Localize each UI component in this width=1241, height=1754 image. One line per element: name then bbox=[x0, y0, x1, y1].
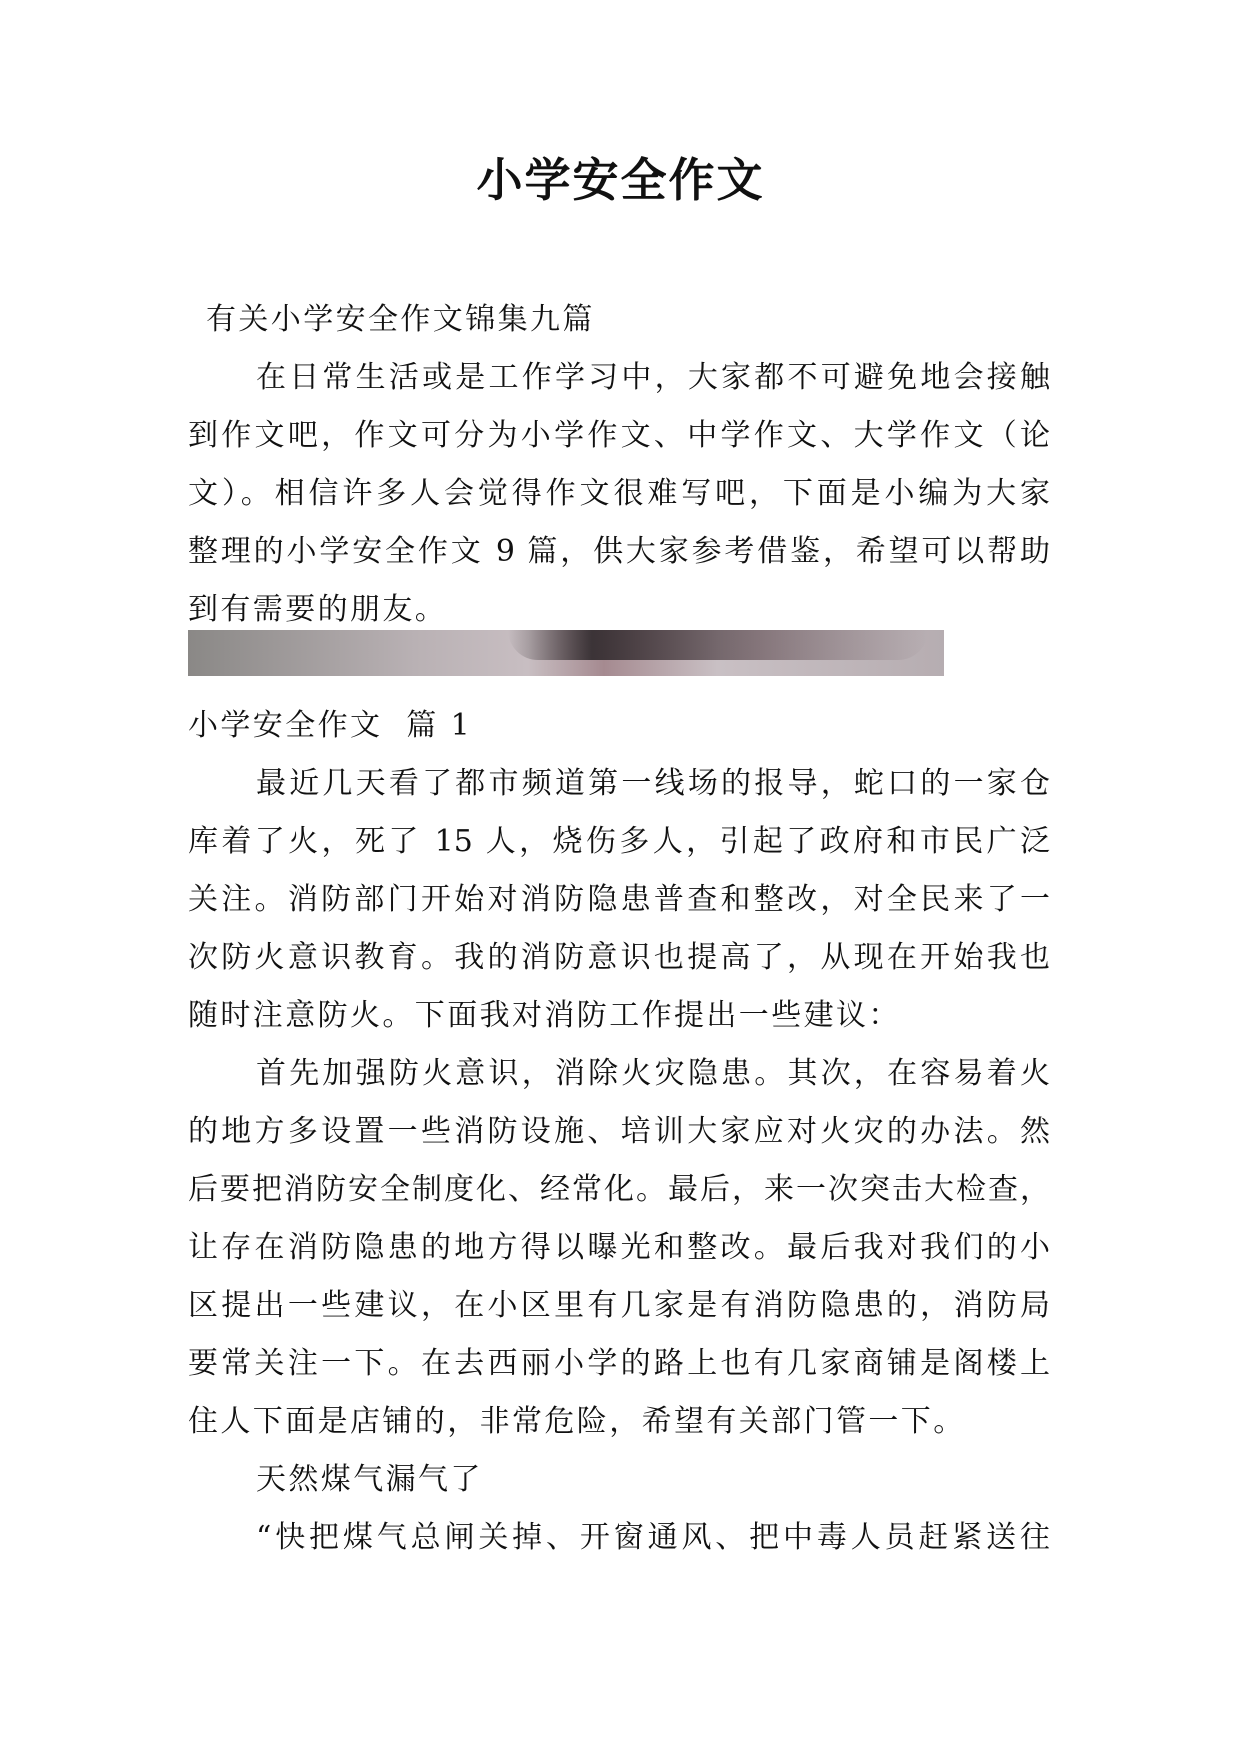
section-heading: 小学安全作文 篇 1 bbox=[188, 708, 473, 743]
paragraph-line: “快把煤气总闸关掉、开窗通风、把中毒人员赶紧送往 bbox=[256, 1520, 1050, 1555]
paragraph-line: 最近几天看了都市频道第一线场的报导，蛇口的一家仓 bbox=[256, 766, 1050, 801]
paragraph-line: 随时注意防火。下面我对消防工作提出一些建议： bbox=[188, 998, 901, 1033]
paragraph-line: 关注。消防部门开始对消防隐患普查和整改，对全民来了一 bbox=[188, 882, 1050, 917]
paragraph-line: 后要把消防安全制度化、经常化。最后，来一次突击大检查， bbox=[188, 1172, 1050, 1207]
paragraph-line: 天然煤气漏气了 bbox=[256, 1462, 483, 1497]
banner-image bbox=[188, 630, 944, 676]
paragraph-line: 次防火意识教育。我的消防意识也提高了，从现在开始我也 bbox=[188, 940, 1050, 975]
intro-line: 在日常生活或是工作学习中，大家都不可避免地会接触 bbox=[256, 360, 1050, 395]
document-subtitle: 有关小学安全作文锦集九篇 bbox=[206, 302, 595, 337]
intro-line: 到有需要的朋友。 bbox=[188, 592, 448, 627]
paragraph-line: 的地方多设置一些消防设施、培训大家应对火灾的办法。然 bbox=[188, 1114, 1050, 1149]
intro-line: 到作文吧，作文可分为小学作文、中学作文、大学作文（论 bbox=[188, 418, 1050, 453]
paragraph-line: 区提出一些建议，在小区里有几家是有消防隐患的，消防局 bbox=[188, 1288, 1050, 1323]
paragraph-line: 住人下面是店铺的，非常危险，希望有关部门管一下。 bbox=[188, 1404, 966, 1439]
paragraph-line: 要常关注一下。在去西丽小学的路上也有几家商铺是阁楼上 bbox=[188, 1346, 1050, 1381]
page-title: 小学安全作文 bbox=[476, 153, 765, 207]
intro-line: 整理的小学安全作文 9 篇，供大家参考借鉴，希望可以帮助 bbox=[188, 534, 1050, 569]
paragraph-line: 让存在消防隐患的地方得以曝光和整改。最后我对我们的小 bbox=[188, 1230, 1050, 1265]
paragraph-line: 库着了火，死了 15 人，烧伤多人，引起了政府和市民广泛 bbox=[188, 824, 1050, 859]
intro-line: 文）。相信许多人会觉得作文很难写吧，下面是小编为大家 bbox=[188, 476, 1050, 511]
paragraph-line: 首先加强防火意识，消除火灾隐患。其次，在容易着火 bbox=[256, 1056, 1050, 1091]
